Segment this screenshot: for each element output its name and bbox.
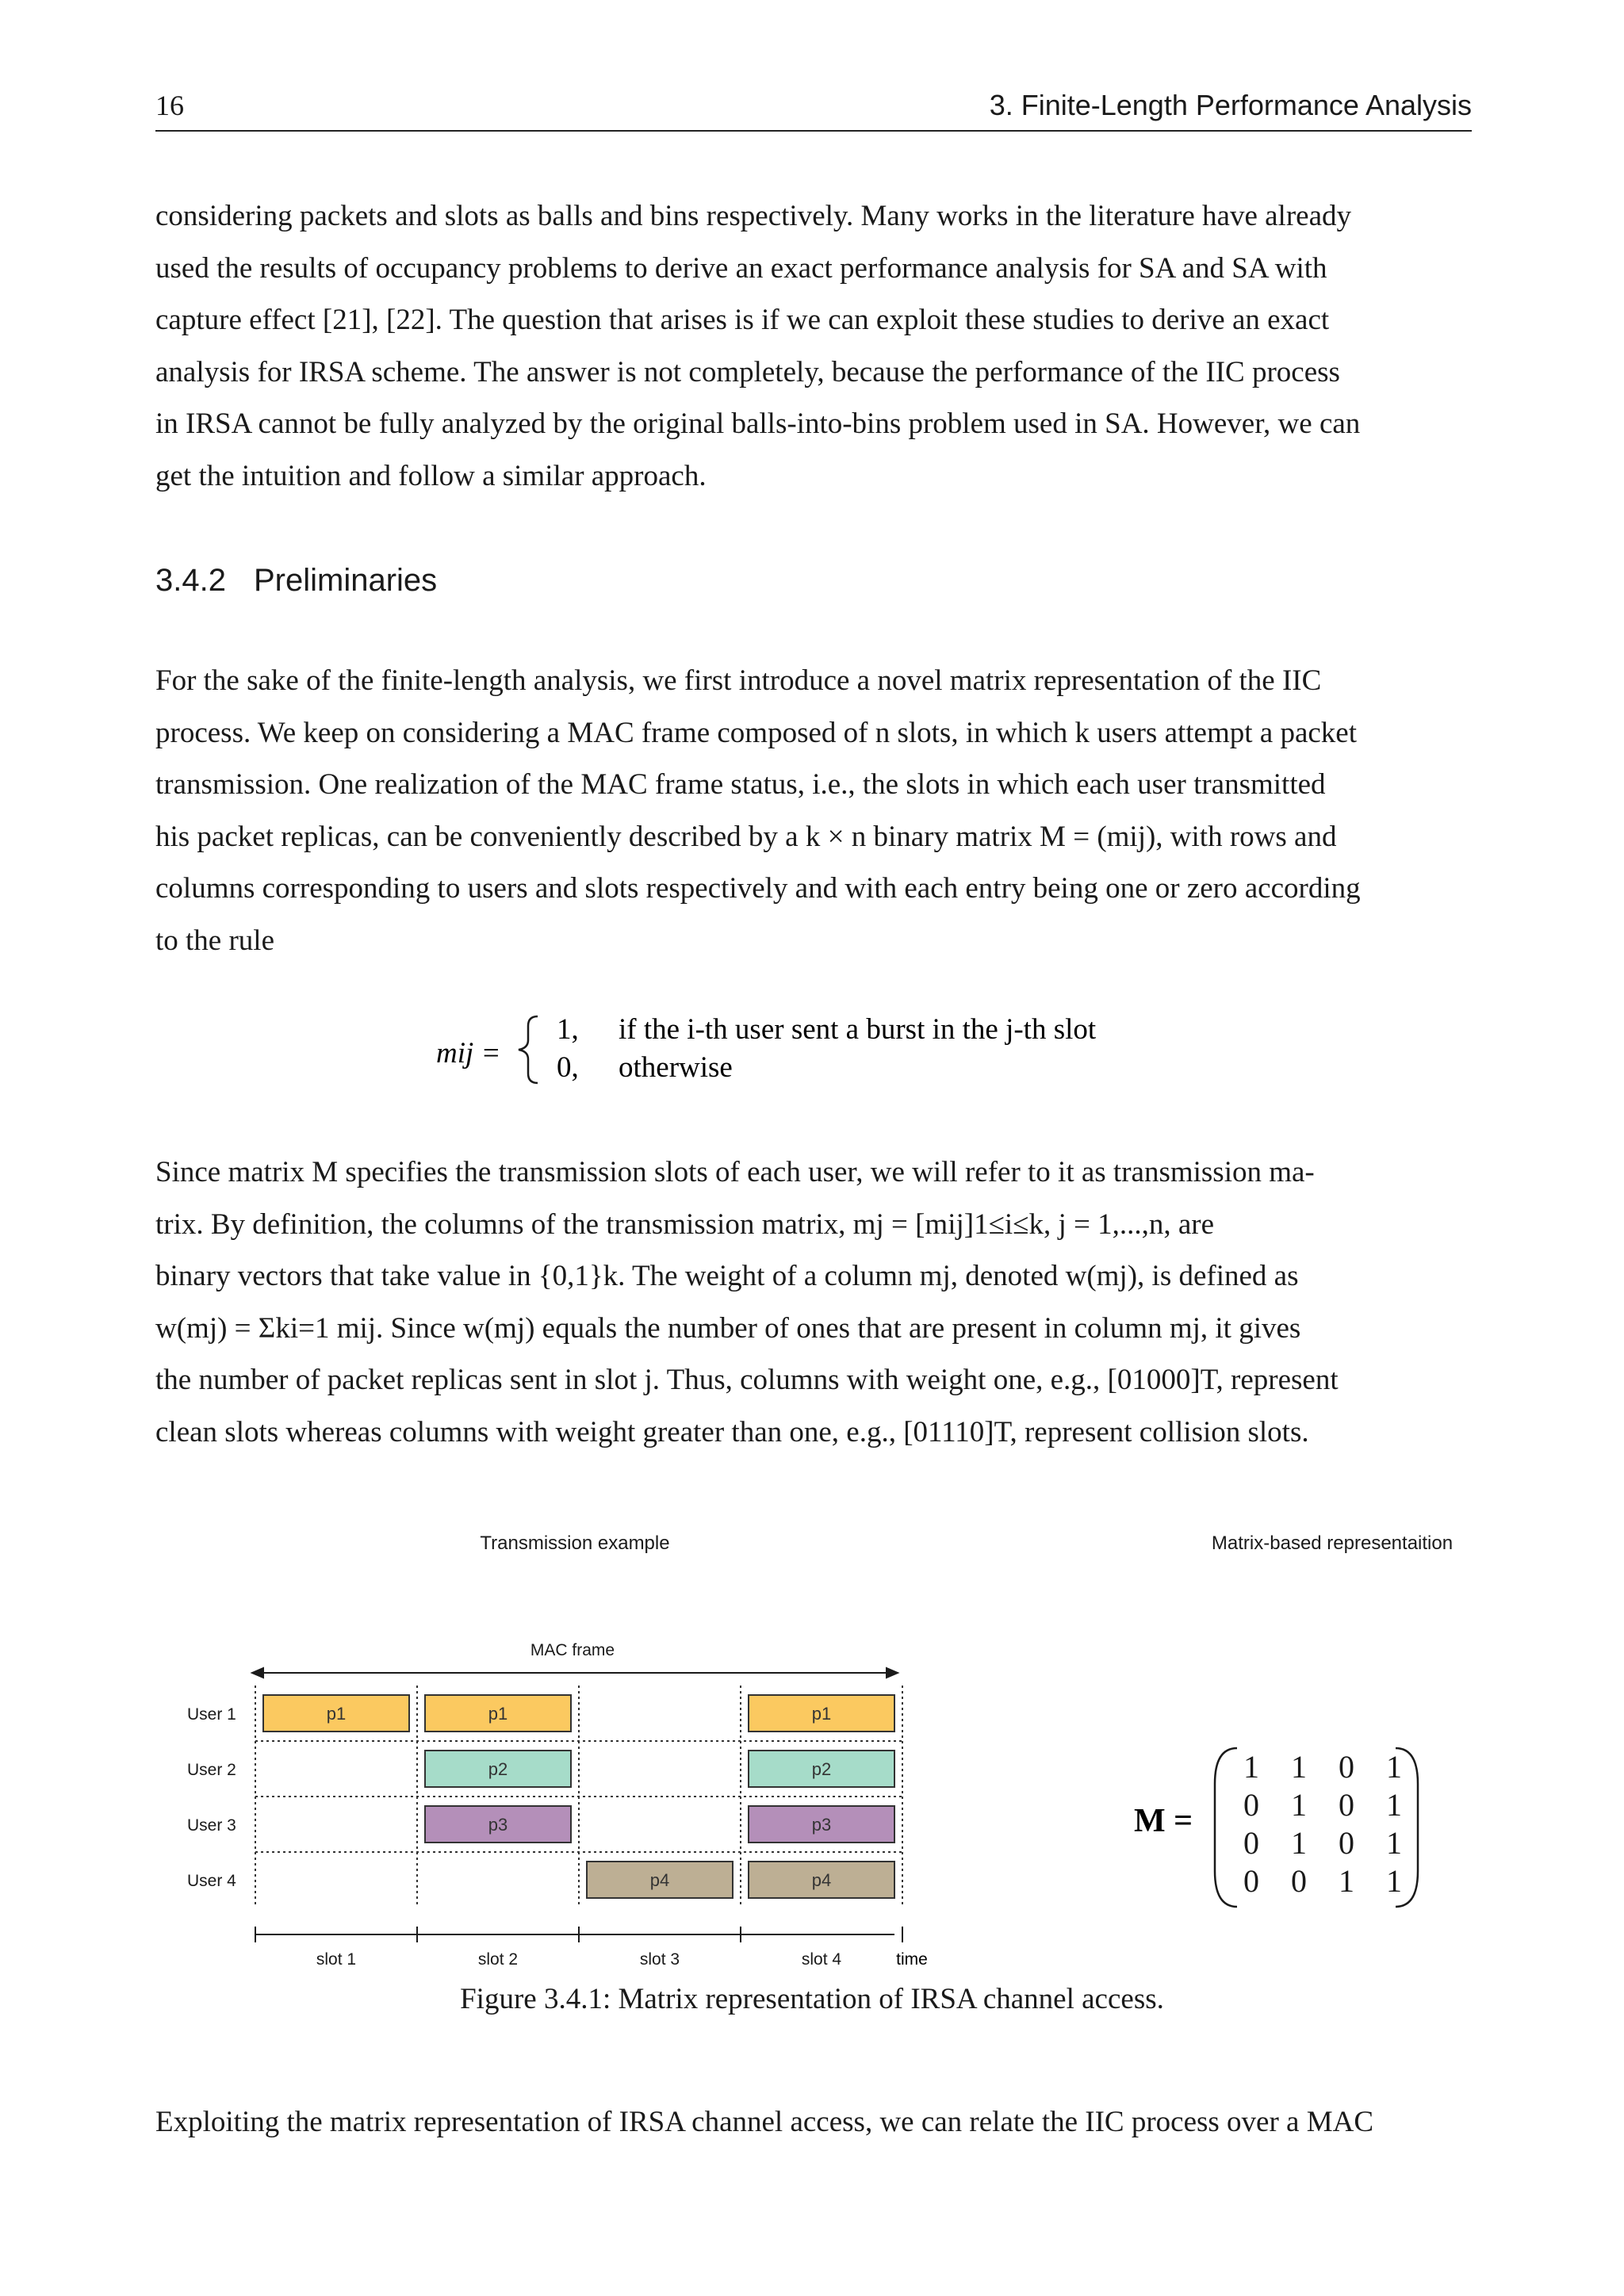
packet-p3-slot-4 (749, 1806, 894, 1843)
packet-p1-slot-4 (749, 1695, 894, 1732)
matrix-cell: 0 (1243, 1863, 1259, 1899)
packet-label: p2 (811, 1759, 832, 1779)
matrix-cell: 0 (1339, 1825, 1354, 1861)
text-line: considering packets and slots as balls and bins respectively. Many works in the literature have already (155, 200, 1351, 232)
matrix-cell: 0 (1339, 1749, 1354, 1785)
matrix-cell: 1 (1243, 1749, 1259, 1785)
packet-label: p4 (649, 1870, 670, 1890)
packet-p2-slot-4 (749, 1751, 894, 1787)
matrix-cell: 1 (1291, 1787, 1307, 1823)
matrix-cell: 0 (1243, 1825, 1259, 1861)
brace-icon (519, 1016, 538, 1083)
user-label: User 1 (187, 1705, 236, 1724)
user-label: User 4 (187, 1872, 236, 1890)
matrix-cell: 1 (1291, 1749, 1307, 1785)
paragraph-exploiting (155, 2096, 1472, 2149)
packet-label: p4 (811, 1870, 832, 1890)
text-line: process. We keep on considering a MAC frame composed of n slots, in which k users attempt a packet (155, 716, 1358, 749)
packet-p1-slot-2 (425, 1695, 571, 1732)
slot-label: slot 1 (316, 1950, 357, 1969)
packet-label: p3 (488, 1815, 508, 1835)
packet-p4-slot-3 (587, 1862, 733, 1898)
paragraph-occupancy (155, 190, 1472, 502)
figure-caption: Figure 3.4.1: Matrix representation of IRSA channel access. (460, 1983, 1164, 2015)
matrix-label: M = (1134, 1803, 1193, 1839)
text-line: analysis for IRSA scheme. The answer is not completely, because the performance of the IIC process (155, 355, 1340, 388)
packet-p2-slot-2 (425, 1751, 571, 1787)
irsa-figure (143, 1506, 1507, 2014)
slot-labels (316, 1950, 842, 1969)
time-label: time (896, 1950, 928, 1969)
text-line: capture effect [21], [22]. The question that arises is if we can exploit these studies to derive an exact (155, 304, 1330, 336)
mac-frame-label: MAC frame (530, 1641, 615, 1659)
page-number: 16 (155, 90, 184, 121)
packet-label: p2 (488, 1759, 508, 1779)
text-line: columns corresponding to users and slots respectively and with each entry being one or zero according (155, 872, 1361, 905)
user-labels (187, 1705, 236, 1890)
matrix-cell: 1 (1291, 1825, 1307, 1861)
case-one-condition: if the i-th user sent a burst in the j-th slot (619, 1013, 1097, 1046)
user-label: User 3 (187, 1816, 236, 1835)
paragraph-preliminaries (155, 655, 1472, 966)
text-line: Exploiting the matrix representation of IRSA channel access, we can relate the IIC process over a MAC (155, 2106, 1374, 2138)
text-line: get the intuition and follow a similar approach. (155, 459, 707, 492)
text-line: binary vectors that take value in {0,1}k. The weight of a column mj, denoted w(mj), is defined as (155, 1260, 1299, 1292)
packet-label: p1 (811, 1704, 832, 1724)
figure-left-title: Transmission example (480, 1533, 670, 1554)
text-line: his packet replicas, can be conveniently described by a k × n binary matrix M = (mij), with rows and (155, 820, 1337, 853)
left-paren-icon (1215, 1748, 1237, 1907)
case-two-value: 0, (557, 1051, 579, 1084)
user-label: User 2 (187, 1761, 236, 1779)
text-line: clean slots whereas columns with weight greater than one, e.g., [01110]T, represent collision slots. (155, 1415, 1309, 1448)
packet-label: p1 (488, 1704, 508, 1724)
equation-lhs: mij = (436, 1037, 501, 1070)
text-line: trix. By definition, the columns of the transmission matrix, mj = [mij]1≤i≤k, j = 1,...,n, are (155, 1207, 1215, 1241)
section-title: Preliminaries (254, 563, 438, 598)
slot-label: slot 3 (639, 1950, 680, 1969)
text-line: the number of packet replicas sent in slot j. Thus, columns with weight one, e.g., [01000]T, represent (155, 1364, 1339, 1396)
text-line: w(mj) = Σki=1 mij. Since w(mj) equals the number of ones that are present in column mj, it gives (155, 1311, 1301, 1345)
packet-label: p3 (811, 1815, 832, 1835)
text-line: in IRSA cannot be fully analyzed by the original balls-into-bins problem used in SA. However, we can (155, 408, 1361, 440)
matrix-cell: 1 (1386, 1863, 1402, 1899)
packet-p1-slot-1 (263, 1695, 409, 1732)
time-axis (255, 1927, 902, 1942)
section-number: 3.4.2 (155, 563, 226, 598)
matrix-cell: 1 (1386, 1787, 1402, 1823)
slot-label: slot 2 (477, 1950, 519, 1969)
text-line: to the rule (155, 924, 275, 957)
running-header (155, 89, 1472, 132)
packet-label: p1 (326, 1704, 347, 1724)
figure-right-title: Matrix-based representaition (1211, 1533, 1454, 1554)
paragraph-transmission-matrix (155, 1146, 1472, 1458)
packet-p4-slot-4 (749, 1862, 894, 1898)
equation-mij (436, 1001, 1229, 1096)
text-line: transmission. One realization of the MAC frame status, i.e., the slots in which each user transmitted (155, 768, 1326, 801)
matrix-cells (1243, 1749, 1402, 1899)
chapter-title: 3. Finite-Length Performance Analysis (989, 89, 1472, 121)
mac-frame-arrow (252, 1668, 898, 1678)
slot-label: slot 4 (801, 1950, 842, 1969)
matrix-cell: 0 (1243, 1787, 1259, 1823)
text-line: Since matrix M specifies the transmission slots of each user, we will refer to it as transmission ma- (155, 1156, 1315, 1188)
matrix-cell: 1 (1339, 1863, 1354, 1899)
matrix-cell: 0 (1291, 1863, 1307, 1899)
case-one-value: 1, (557, 1013, 579, 1046)
text-line: used the results of occupancy problems to derive an exact performance analysis for SA and SA with (155, 251, 1327, 285)
section-heading (155, 563, 437, 599)
matrix-cell: 0 (1339, 1787, 1354, 1823)
case-two-condition: otherwise (619, 1051, 733, 1084)
packet-p3-slot-2 (425, 1806, 571, 1843)
matrix-cell: 1 (1386, 1749, 1402, 1785)
matrix-cell: 1 (1386, 1825, 1402, 1861)
text-line: For the sake of the finite-length analysis, we first introduce a novel matrix representation of the IIC (155, 664, 1322, 697)
